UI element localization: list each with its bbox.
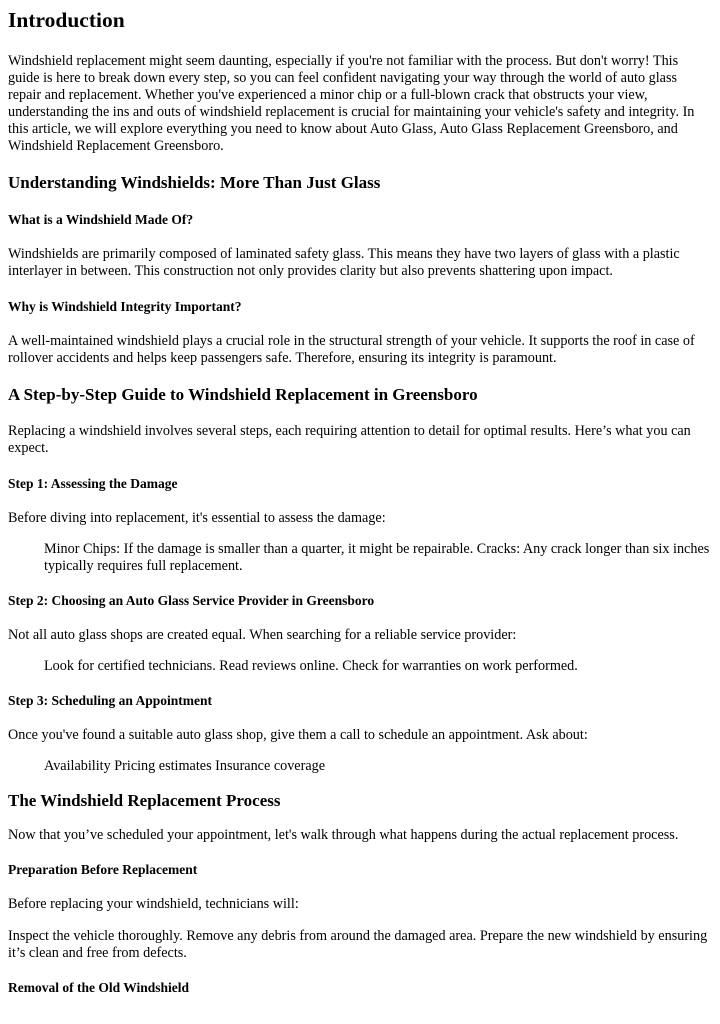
guide-intro-paragraph: Replacing a windshield involves several steps, each requiring attention to detail for optimal results. Here’s what you can expect.	[8, 423, 691, 456]
process-intro-paragraph: Now that you’ve scheduled your appointment, let's walk through what happens during the actual replacement process.	[8, 827, 679, 843]
preparation-heading: Preparation Before Replacement	[8, 862, 198, 877]
preparation-list: Inspect the vehicle thoroughly. Remove any debris from around the damaged area. Prepare the new windshield by ensuring it’s clean and free from defects.	[8, 928, 708, 961]
integrity-heading: Why is Windshield Integrity Important?	[8, 299, 242, 314]
understanding-heading: Understanding Windshields: More Than Just Glass	[8, 173, 381, 192]
intro-paragraph: Windshield replacement might seem daunting, especially if you're not familiar with the process. But don't worry! This guide is here to break down every step, so you can feel confident navigating your way through the world of auto glass repair and replacement. Whether you've experienced a minor chip or a full-blown crack that obstructs your view, understanding the ins and outs of windshield replacement is crucial for maintaining your vehicle's safety and integrity. In this article, we will explore everything you need to know about Auto Glass, Auto Glass Replacement Greensboro, and Windshield Replacement Greensboro.	[8, 53, 695, 154]
made-of-paragraph: Windshields are primarily composed of laminated safety glass. This means they have two layers of glass with a plastic interlayer in between. This construction not only provides clarity but also prevents shattering upon impact.	[8, 246, 680, 279]
step2-heading: Step 2: Choosing an Auto Glass Service Provider in Greensboro	[8, 593, 375, 608]
step1-heading: Step 1: Assessing the Damage	[8, 476, 178, 491]
removal-heading: Removal of the Old Windshield	[8, 980, 190, 995]
preparation-paragraph: Before replacing your windshield, technicians will:	[8, 896, 299, 912]
step1-paragraph: Before diving into replacement, it's essential to assess the damage:	[8, 510, 386, 526]
intro-heading: Introduction	[8, 8, 125, 32]
made-of-heading: What is a Windshield Made Of?	[8, 212, 194, 227]
integrity-paragraph: A well-maintained windshield plays a crucial role in the structural strength of your vehicle. It supports the roof in case of rollover accidents and helps keep passengers safe. Therefore, ensuring its integrity is paramount.	[8, 333, 695, 366]
process-heading: The Windshield Replacement Process	[8, 791, 281, 810]
guide-heading: A Step-by-Step Guide to Windshield Replacement in Greensboro	[8, 385, 478, 404]
step1-list: Minor Chips: If the damage is smaller than a quarter, it might be repairable. Cracks: Any crack longer than six inches typically requires full replacement.	[44, 541, 710, 574]
step3-heading: Step 3: Scheduling an Appointment	[8, 693, 213, 708]
step3-paragraph: Once you've found a suitable auto glass shop, give them a call to schedule an appointment. Ask about:	[8, 727, 588, 743]
step2-list: Look for certified technicians. Read reviews online. Check for warranties on work performed.	[44, 658, 578, 674]
step2-paragraph: Not all auto glass shops are created equal. When searching for a reliable service provider:	[8, 627, 517, 643]
step3-list: Availability Pricing estimates Insurance coverage	[44, 758, 326, 774]
article	[0, 7, 720, 997]
